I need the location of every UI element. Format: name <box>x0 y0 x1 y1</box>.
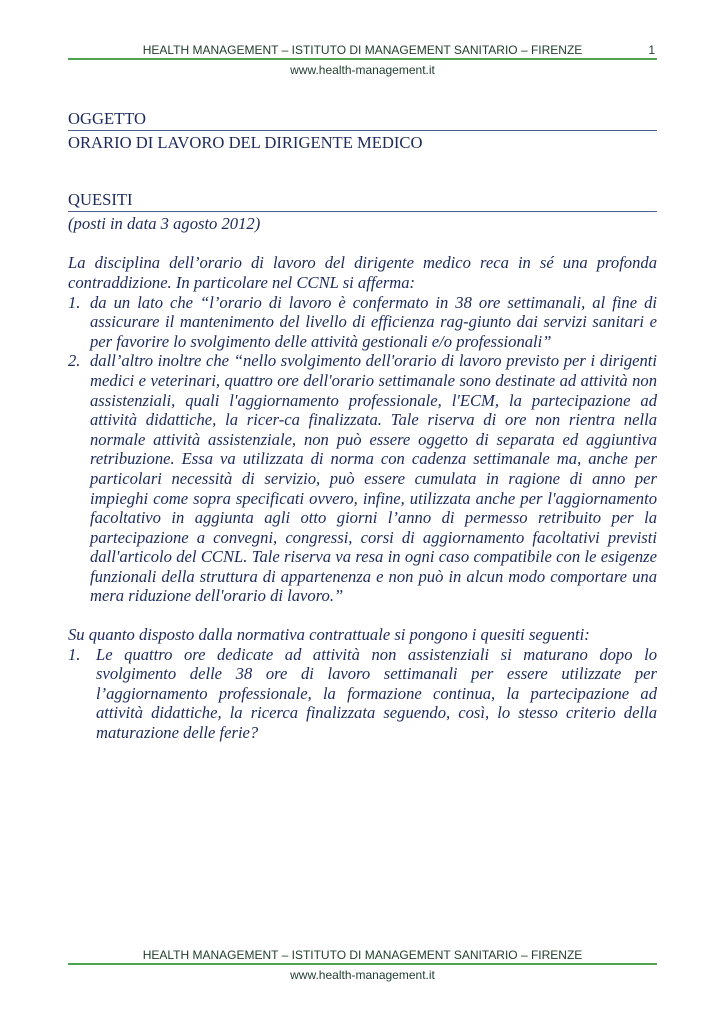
oggetto-rule <box>68 130 657 131</box>
list-item-text: da un lato che “l’orario di lavoro è confermato in 38 ore settimanali, al fine di assicurare il mantenimento del livello di efficienza rag-giunto dai servizi sanitari e per favorire lo svolgimento delle attività gestionali e/o professionali” <box>90 292 657 351</box>
list-item-text: Le quattro ore dedicate ad attività non assistenziali si maturano dopo lo svolgimento delle 38 ore di lavoro settimanali per essere utilizzate per l’aggiornamento professionale, la formazione continua, la partecipazione ad attività didattiche, la ricerca finalizzata seguendo, così, lo stesso criterio della maturazione delle ferie? <box>96 644 657 743</box>
quesiti-label: QUESITI <box>68 190 133 210</box>
page-header <box>68 42 657 77</box>
header-bar <box>68 42 657 60</box>
oggetto-label: OGGETTO <box>68 109 147 128</box>
list-item-number: 2. <box>68 351 81 371</box>
quesiti-closing: Su quanto disposto dalla normativa contrattuale si pongono i quesiti seguenti: <box>68 625 590 645</box>
list-item <box>68 351 657 606</box>
list-item-number: 1. <box>68 292 81 312</box>
list-item-text: dall’altro inoltre che “nello svolgimento dell'orario di lavoro previsto per i dirigenti medici e veterinari, quattro ore dell'orario settimanale sono destinate ad attività non assistenziali, quali l'aggiornamento professionale, l'ECM, la partecipazione ad attività didattiche, la ricer-ca finalizzata. Tale riserva di ore non rientra nella normale attività assistenziale, non può essere oggetto di separata ed aggiuntiva retribuzione. Essa va utilizzata di norma con cadenza settimanale ma, anche per particolari necessità di servizio, può essere cumulata in ragione di anno per impieghi come sopra specificati ovvero, infine, utilizzata anche per l'aggiornamento facoltativo in aggiunta agli otto giorni l’anno di permesso retribuito per la partecipazione a convegni, congressi, corsi di aggiornamento facoltativi previsti dall'articolo del CCNL. Tale riserva va resa in ogni caso compatibile con le esigenze funzionali della struttura di appartenenza e non può in alcun modo comportare una mera riduzione dell'orario di lavoro.” <box>90 351 657 606</box>
header-url[interactable]: www.health-management.it <box>290 63 435 77</box>
page-footer <box>68 947 657 982</box>
list-item <box>68 645 657 743</box>
quesiti-section <box>68 190 657 742</box>
quesiti-rule <box>68 211 657 212</box>
header-title: HEALTH MANAGEMENT – ISTITUTO DI MANAGEMENT SANITARIO – FIRENZE <box>142 43 583 57</box>
oggetto-subject: ORARIO DI LAVORO DEL DIRIGENTE MEDICO <box>68 132 423 152</box>
page-number: 1 <box>648 43 655 57</box>
quesiti-date: (posti in data 3 agosto 2012) <box>68 213 261 233</box>
footer-bar <box>68 947 657 965</box>
list-item-number: 1. <box>68 644 81 664</box>
quesiti-intro: La disciplina dell’orario di lavoro del dirigente medico reca in sé una profonda contraddizione. In particolare nel CCNL si afferma: <box>68 253 657 292</box>
footer-title: HEALTH MANAGEMENT – ISTITUTO DI MANAGEMENT SANITARIO – FIRENZE <box>142 948 583 962</box>
list-item <box>68 293 657 352</box>
oggetto-section <box>68 109 657 152</box>
ccnl-points-list <box>68 293 657 607</box>
document-body <box>68 109 657 743</box>
questions-list <box>68 645 657 743</box>
footer-url[interactable]: www.health-management.it <box>290 968 435 982</box>
